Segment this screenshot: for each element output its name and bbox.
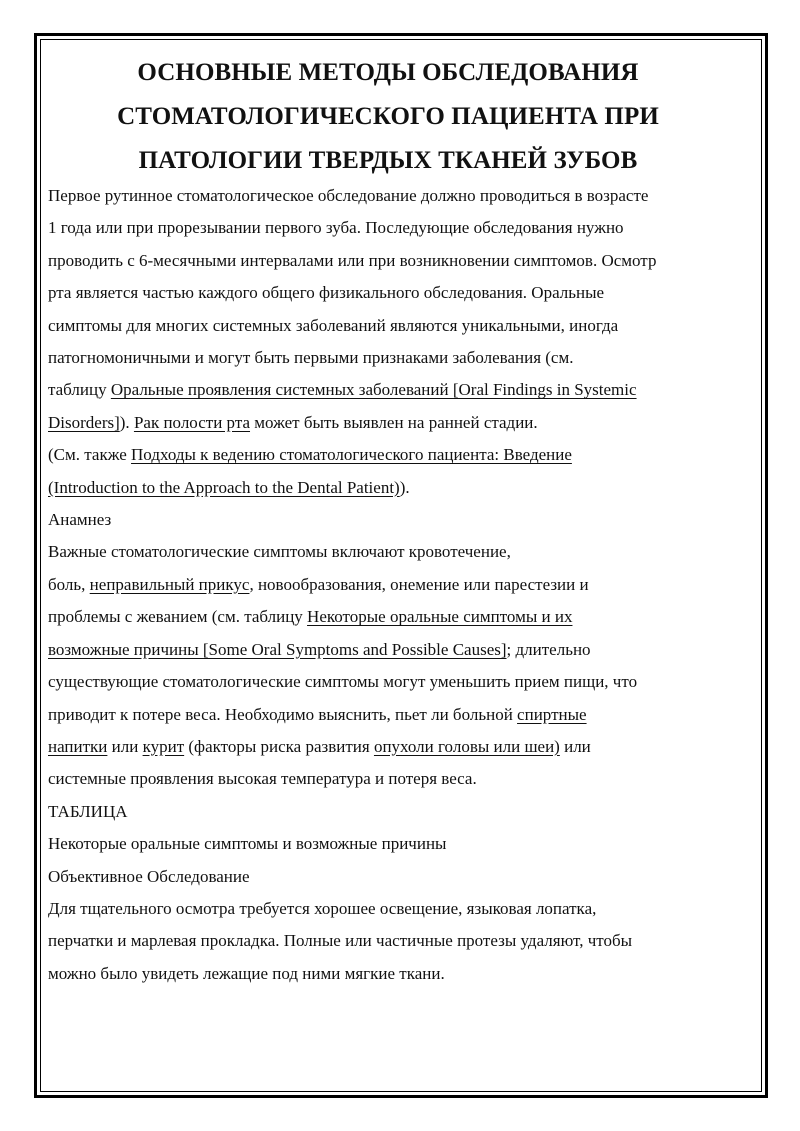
title-line-3: ПАТОЛОГИИ ТВЕРДЫХ ТКАНЕЙ ЗУБОВ xyxy=(138,147,638,174)
intro-line-4: рта является частью каждого общего физикального обследования. Оральные xyxy=(48,283,605,303)
anamnesis-line-5: существующие стоматологические симптомы могут уменьшить прием пищи, что xyxy=(48,672,638,692)
intro-line-10 xyxy=(48,472,728,504)
anamnesis-line-4 xyxy=(48,634,728,666)
intro-line-10-post: ). xyxy=(399,477,410,497)
link-smoking[interactable]: курит xyxy=(142,736,185,756)
anamnesis-line-7-mid2: (факторы риска развития xyxy=(184,736,374,756)
link-oral-findings-table[interactable]: Оральные проявления системных заболеваний [Oral Findings in Systemic xyxy=(110,380,637,400)
anamnesis-line-2 xyxy=(48,569,728,601)
anamnesis-line-8: системные проявления высокая температура и потеря веса. xyxy=(48,769,477,789)
document-body xyxy=(48,180,728,990)
anamnesis-line-4-post: ; длительно xyxy=(506,639,591,659)
intro-line-8-mid: ). xyxy=(119,412,134,432)
table-label: ТАБЛИЦА xyxy=(48,801,128,821)
intro-line-7-text: таблицу xyxy=(48,380,111,400)
anamnesis-line-2-pre: боль, xyxy=(48,574,90,594)
title-line-2: СТОМАТОЛОГИЧЕСКОГО ПАЦИЕНТА ПРИ xyxy=(117,103,659,130)
link-oral-symptoms-table-cont[interactable]: возможные причины [Some Oral Symptoms and Possible Causes] xyxy=(48,639,507,659)
anamnesis-line-7 xyxy=(48,731,728,763)
anamnesis-line-6-pre: приводит к потере веса. Необходимо выяснить, пьет ли больной xyxy=(48,704,518,724)
intro-line-8-post: может быть выявлен на ранней стадии. xyxy=(250,412,538,432)
exam-line-2: перчатки и марлевая прокладка. Полные или частичные протезы удаляют, чтобы xyxy=(48,931,633,951)
intro-line-9-text: (См. также xyxy=(48,445,132,465)
link-dental-approach-cont[interactable]: (Introduction to the Approach to the Dental Patient) xyxy=(48,477,400,497)
intro-line-1: Первое рутинное стоматологическое обследование должно проводиться в возрасте xyxy=(48,186,649,205)
intro-line-2: 1 года или при прорезывании первого зуба. Последующие обследования нужно xyxy=(48,218,624,238)
link-dental-approach[interactable]: Подходы к ведению стоматологического пациента: Введение xyxy=(131,445,572,465)
exam-line-3: можно было увидеть лежащие под ними мягкие ткани. xyxy=(48,963,445,983)
anamnesis-line-3-pre: проблемы с жеванием (см. таблицу xyxy=(48,607,308,627)
link-oral-symptoms-table[interactable]: Некоторые оральные симптомы и их xyxy=(307,607,573,627)
document-content xyxy=(48,50,728,990)
exam-line-1: Для тщательного осмотра требуется хорошее освещение, языковая лопатка, xyxy=(48,898,597,918)
anamnesis-line-1: Важные стоматологические симптомы включают кровотечение, xyxy=(48,542,511,562)
link-oral-cancer[interactable]: Рак полости рта xyxy=(133,412,251,432)
anamnesis-line-7-mid1: или xyxy=(107,736,143,756)
intro-line-6: патогномоничными и могут быть первыми признаками заболевания (см. xyxy=(48,348,574,368)
table-caption: Некоторые оральные симптомы и возможные причины xyxy=(48,834,447,854)
link-alcohol[interactable]: спиртные xyxy=(517,704,587,724)
link-alcohol-cont[interactable]: напитки xyxy=(48,736,108,756)
link-malocclusion[interactable]: неправильный прикус xyxy=(89,574,250,594)
anamnesis-line-6 xyxy=(48,699,728,731)
anamnesis-line-7-post: или xyxy=(559,736,591,756)
intro-line-5: симптомы для многих системных заболеваний являются уникальными, иногда xyxy=(48,315,619,335)
intro-line-9 xyxy=(48,439,728,471)
title-line-1: ОСНОВНЫЕ МЕТОДЫ ОБСЛЕДОВАНИЯ xyxy=(137,59,639,86)
intro-line-8 xyxy=(48,407,728,439)
link-head-neck-tumor[interactable]: опухоли головы или шеи) xyxy=(373,736,560,756)
anamnesis-heading: Анамнез xyxy=(48,510,112,530)
anamnesis-line-3 xyxy=(48,601,728,633)
anamnesis-line-2-post: , новообразования, онемение или парестезии и xyxy=(249,574,589,594)
intro-line-3: проводить с 6-месячными интервалами или при возникновении симптомов. Осмотр xyxy=(48,250,657,270)
document-title xyxy=(48,50,728,183)
link-oral-findings-table-cont[interactable]: Disorders] xyxy=(48,412,120,432)
exam-heading: Объективное Обследование xyxy=(48,866,250,886)
intro-line-7 xyxy=(48,374,728,406)
